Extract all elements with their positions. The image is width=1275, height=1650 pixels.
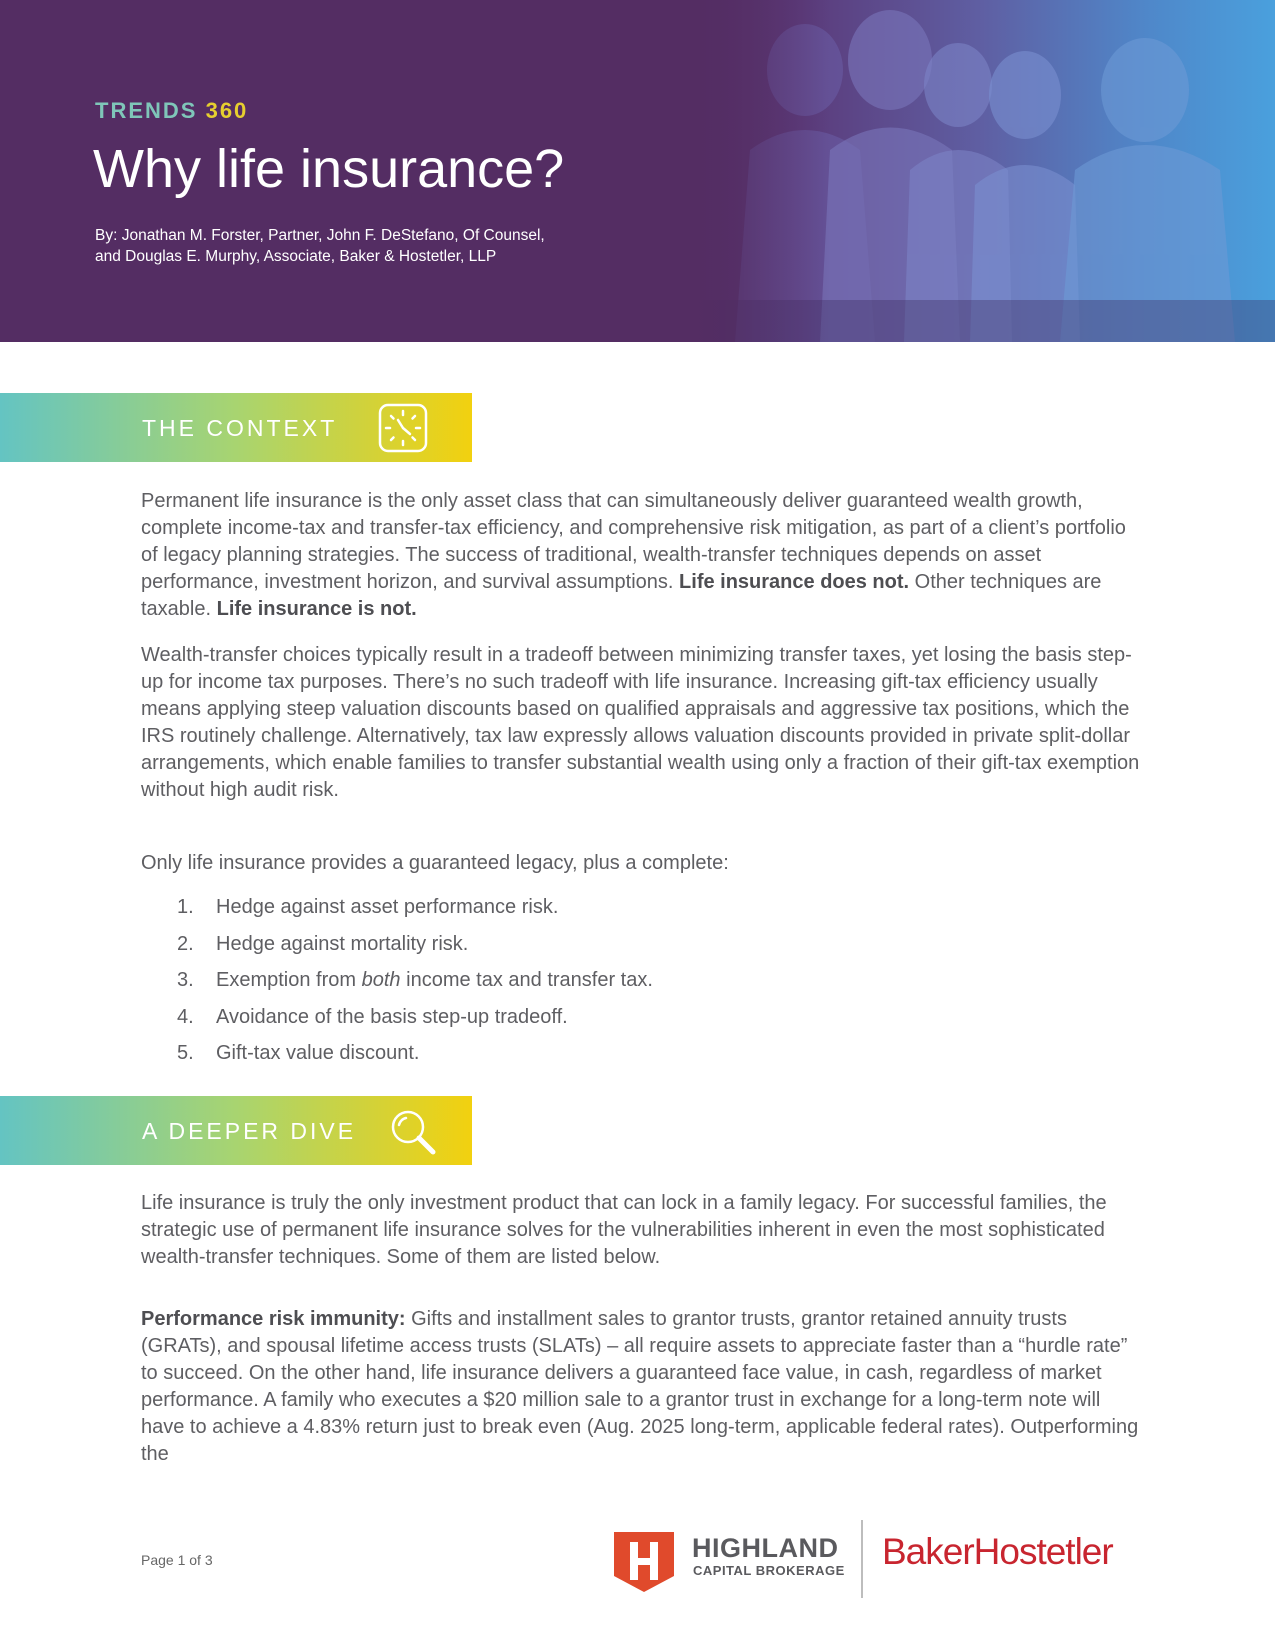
context-p1-bold-1: Life insurance does not. bbox=[679, 571, 910, 593]
context-p1-bold-2: Life insurance is not. bbox=[216, 598, 417, 620]
benefits-list bbox=[141, 896, 1041, 1079]
context-p1-mid: Other techniques are taxable. bbox=[141, 571, 1102, 620]
list-item bbox=[141, 896, 1041, 933]
context-p3-text: Only life insurance provides a guaranteed legacy, plus a complete: bbox=[141, 852, 729, 874]
list-text: Hedge against asset performance risk. bbox=[216, 896, 559, 918]
kicker-360: 360 bbox=[205, 98, 249, 123]
list-item bbox=[141, 1006, 1041, 1043]
context-paragraph-3 bbox=[141, 850, 1141, 877]
list-item bbox=[141, 1042, 1041, 1079]
page-number: Page 1 of 3 bbox=[141, 1552, 213, 1568]
list-text-post: income tax and transfer tax. bbox=[406, 969, 653, 991]
section-band-deeper-dive bbox=[0, 1096, 472, 1165]
byline-line-1: By: Jonathan M. Forster, Partner, John F. DeStefano, Of Counsel, bbox=[95, 227, 545, 244]
list-number: 4. bbox=[177, 1005, 194, 1028]
list-text-emphasis: both bbox=[361, 969, 401, 991]
list-number: 2. bbox=[177, 932, 194, 955]
byline bbox=[95, 225, 655, 267]
section-band-context bbox=[0, 393, 472, 462]
list-text bbox=[216, 969, 653, 992]
hero-header bbox=[0, 0, 1275, 342]
list-text-pre: Exemption from bbox=[216, 969, 357, 991]
kicker-trends: TRENDS bbox=[95, 98, 198, 123]
context-paragraph-2 bbox=[141, 642, 1141, 804]
section-label-deeper-dive: A DEEPER DIVE bbox=[142, 1118, 357, 1144]
logo-divider bbox=[861, 1520, 863, 1598]
dive-paragraph-2 bbox=[141, 1306, 1141, 1468]
list-text: Gift-tax value discount. bbox=[216, 1042, 420, 1064]
list-number: 1. bbox=[177, 896, 194, 918]
highland-name: HIGHLAND bbox=[692, 1533, 839, 1563]
bakerhostetler-logo: BakerHostetler bbox=[882, 1531, 1113, 1572]
list-text: Avoidance of the basis step-up tradeoff. bbox=[216, 1005, 568, 1028]
dive-p2-text: Gifts and installment sales to grantor trusts, grantor retained annuity trusts (GRATs), and spousal lifetime access trusts (SLATs) – all require assets to appreciate faster than a “hurdle rate” to succeed. On the other hand, life insurance delivers a guaranteed face value, in cash, regardless of market performance. A family who executes a $20 million sale to a grantor trust in exchange for a long-term note will have to achieve a 4.83% return just to break even (Aug. 2025 long-term, applicable federal rates). Outperforming the bbox=[141, 1308, 1139, 1465]
dive-p2-heading: Performance risk immunity: bbox=[141, 1308, 406, 1330]
byline-line-2: and Douglas E. Murphy, Associate, Baker & Hostetler, LLP bbox=[95, 248, 497, 265]
list-item bbox=[141, 933, 1041, 970]
list-number: 3. bbox=[177, 969, 194, 991]
list-text: Hedge against mortality risk. bbox=[216, 932, 469, 955]
section-label-context: THE CONTEXT bbox=[142, 415, 338, 441]
publication-kicker bbox=[95, 98, 248, 124]
highland-subtitle: CAPITAL BROKERAGE bbox=[693, 1563, 845, 1578]
context-paragraph-1 bbox=[141, 488, 1141, 623]
page-title: Why life insurance? bbox=[93, 139, 565, 199]
dive-paragraph-1 bbox=[141, 1190, 1141, 1271]
hero-photo-fade bbox=[690, 0, 830, 342]
clock-icon bbox=[377, 402, 429, 454]
context-p2-text: Wealth-transfer choices typically result in a tradeoff between minimizing transfer taxes, yet losing the basis step-up for income tax purposes. There’s no such tradeoff with life insurance. Increasing gift-tax efficiency usually means applying steep valuation discounts based on qualified appraisals and aggressive tax positions, which the IRS routinely challenge. Alternatively, tax law expressly allows valuation discounts provided in private split-dollar arrangements, which enable families to transfer substantial wealth using only a fraction of their gift-tax exemption without high audit risk. bbox=[141, 644, 1140, 801]
highland-logo-icon bbox=[612, 1530, 676, 1594]
context-p1-text: Permanent life insurance is the only asset class that can simultaneously deliver guaranteed wealth growth, complete income-tax and transfer-tax efficiency, and comprehensive risk mitigation, as part of a client’s portfolio of legacy planning strategies. The success of traditional, wealth-transfer techniques depends on asset performance, investment horizon, and survival assumptions. bbox=[141, 490, 1126, 593]
dive-p1-text: Life insurance is truly the only investment product that can lock in a family legacy. For successful families, the strategic use of permanent life insurance solves for the vulnerabilities inherent in even the most sophisticated wealth-transfer techniques. Some of them are listed below. bbox=[141, 1192, 1107, 1268]
list-number: 5. bbox=[177, 1042, 194, 1064]
list-item bbox=[141, 969, 1041, 1006]
magnifier-icon bbox=[388, 1107, 438, 1157]
